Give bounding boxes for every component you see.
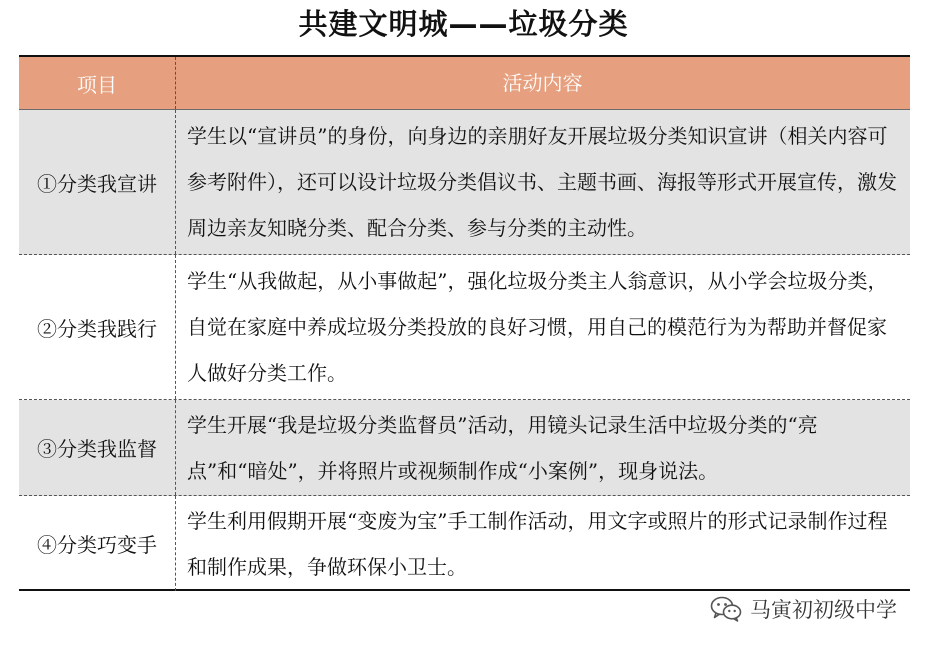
watermark xyxy=(710,594,897,624)
row-item: ④分类巧变手 xyxy=(19,496,176,591)
table-row xyxy=(19,496,910,591)
page-title: 共建文明城——垃圾分类 xyxy=(298,7,629,41)
table-row xyxy=(19,110,910,255)
header-content: 活动内容 xyxy=(502,71,583,95)
wechat-icon xyxy=(710,596,742,622)
watermark-text: 马寅初初级中学 xyxy=(750,598,897,622)
table-row xyxy=(19,255,910,400)
header-item: 项目 xyxy=(19,57,176,109)
table-row xyxy=(19,400,910,496)
row-content: 学生利用假期开展“变废为宝”手工制作活动，用文字或照片的形式记录制作过程和制作成果，争做环保小卫士。 xyxy=(187,508,888,579)
table-header-row xyxy=(19,57,910,110)
row-content: 学生开展“我是垃圾分类监督员”活动，用镜头记录生活中垃圾分类的“亮点”和“暗处”，并将照片或视频制作成“小案例”，现身说法。 xyxy=(187,412,818,483)
row-item: ②分类我践行 xyxy=(19,255,176,399)
row-content: 学生以“宣讲员”的身份，向身边的亲朋好友开展垃圾分类知识宣讲（相关内容可参考附件），还可以设计垃圾分类倡议书、主题书画、海报等形式开展宣传，激发周边亲友知晓分类、配合分类、参与分类的主动性。 xyxy=(187,124,897,240)
row-item: ①分类我宣讲 xyxy=(19,110,176,254)
activity-table xyxy=(19,55,910,591)
row-item: ③分类我监督 xyxy=(19,400,176,495)
row-content: 学生“从我做起，从小事做起”，强化垃圾分类主人翁意识，从小学会垃圾分类，自觉在家庭中养成垃圾分类投放的良好习惯，用自己的模范行为为帮助并督促家人做好分类工作。 xyxy=(187,269,888,385)
